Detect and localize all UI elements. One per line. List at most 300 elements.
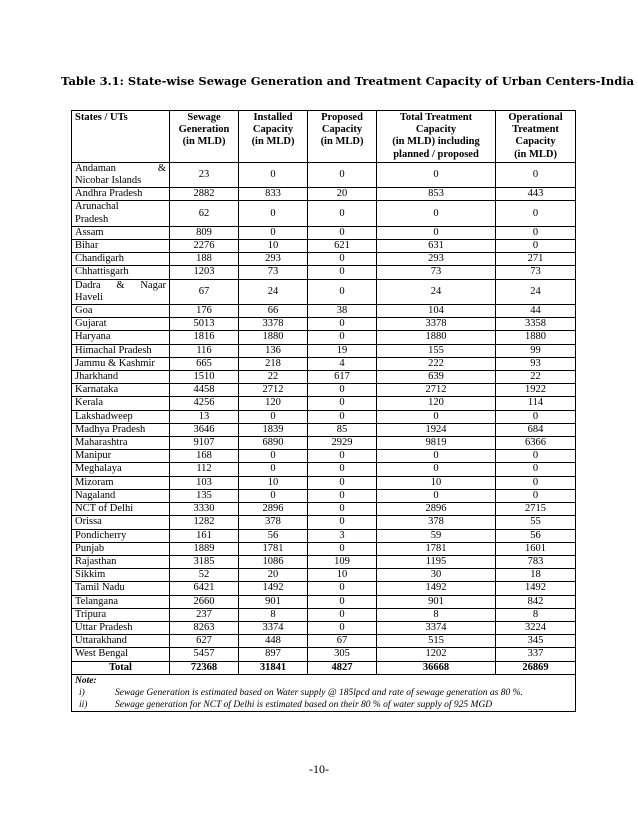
cell-operational: 345: [496, 635, 576, 648]
cell-sewage: 237: [170, 608, 239, 621]
cell-total: 155: [377, 344, 496, 357]
cell-total: 10: [377, 476, 496, 489]
cell-total: 1195: [377, 555, 496, 568]
state-name: [72, 529, 170, 542]
state-name-line: Tamil Nadu: [75, 582, 125, 594]
state-name: [72, 463, 170, 476]
state-name: [72, 344, 170, 357]
cell-operational: 3358: [496, 318, 576, 331]
cell-total: 853: [377, 188, 496, 201]
cell-proposed: 621: [308, 240, 377, 253]
cell-proposed: 0: [308, 253, 377, 266]
header-line: Capacity: [415, 124, 457, 136]
state-name-line: Madhya Pradesh: [75, 423, 146, 435]
cell-proposed: 0: [308, 331, 377, 344]
cell-operational: 0: [496, 476, 576, 489]
cell-total: 0: [377, 410, 496, 423]
state-name: [72, 555, 170, 568]
total-label: Total: [72, 661, 170, 674]
cell-proposed: 0: [308, 516, 377, 529]
table-row: [72, 410, 576, 423]
cell-total: 639: [377, 371, 496, 384]
cell-proposed: 85: [308, 423, 377, 436]
state-name: [72, 371, 170, 384]
table-row: [72, 635, 576, 648]
state-name: [72, 331, 170, 344]
cell-installed: 10: [239, 476, 308, 489]
state-name-line: Pondicherry: [75, 529, 127, 541]
header-states: States / UTs: [72, 111, 170, 163]
cell-operational: 443: [496, 188, 576, 201]
cell-total: 120: [377, 397, 496, 410]
cell-sewage: 1203: [170, 266, 239, 279]
cell-proposed: 20: [308, 188, 377, 201]
cell-proposed: 38: [308, 305, 377, 318]
cell-installed: 0: [239, 226, 308, 239]
state-name-line: Goa: [75, 305, 93, 317]
state-name-line: Lakshadweep: [75, 410, 133, 422]
state-name-line: Pradesh: [75, 213, 109, 225]
state-name: [72, 569, 170, 582]
cell-operational: 1492: [496, 582, 576, 595]
notes-cell: [72, 674, 576, 711]
table-row: [72, 357, 576, 370]
state-name-line: Andhra Pradesh: [75, 188, 143, 200]
cell-installed: 0: [239, 450, 308, 463]
cell-total: 30: [377, 569, 496, 582]
header-line: (in MLD): [514, 148, 557, 160]
state-name-line: West Bengal: [75, 648, 129, 660]
cell-total: 293: [377, 253, 496, 266]
state-name: [72, 489, 170, 502]
state-name: [72, 226, 170, 239]
cell-total: 222: [377, 357, 496, 370]
cell-operational: 55: [496, 516, 576, 529]
sewage-capacity-table: [71, 110, 576, 712]
cell-proposed: 2929: [308, 437, 377, 450]
cell-total: 1880: [377, 331, 496, 344]
cell-total: 0: [377, 162, 496, 187]
state-name: [72, 450, 170, 463]
cell-sewage: 3646: [170, 423, 239, 436]
cell-operational: 2715: [496, 503, 576, 516]
cell-proposed: 10: [308, 569, 377, 582]
state-name-line: Bihar: [75, 240, 99, 252]
cell-proposed: 0: [308, 384, 377, 397]
table-row: [72, 162, 576, 187]
cell-installed: 3374: [239, 621, 308, 634]
cell-installed: 448: [239, 635, 308, 648]
cell-proposed: 0: [308, 410, 377, 423]
note-number: i): [79, 687, 85, 698]
cell-sewage: 665: [170, 357, 239, 370]
cell-sewage: 4256: [170, 397, 239, 410]
table-row: [72, 516, 576, 529]
cell-installed: 293: [239, 253, 308, 266]
state-name: [72, 648, 170, 661]
cell-total: 1924: [377, 423, 496, 436]
state-name: [72, 357, 170, 370]
cell-installed: 136: [239, 344, 308, 357]
notes-title: Note:: [75, 675, 97, 686]
table-row: [72, 279, 576, 304]
cell-operational: 3224: [496, 621, 576, 634]
cell-installed: 22: [239, 371, 308, 384]
cell-total: 378: [377, 516, 496, 529]
header-line: Total Treatment: [399, 112, 473, 123]
state-name: [72, 266, 170, 279]
cell-total: 0: [377, 489, 496, 502]
cell-operational: 73: [496, 266, 576, 279]
state-name: [72, 253, 170, 266]
state-name-line: Jammu & Kashmir: [75, 357, 155, 369]
cell-sewage: 135: [170, 489, 239, 502]
cell-sewage: 13: [170, 410, 239, 423]
cell-sewage: 1889: [170, 542, 239, 555]
state-name: [72, 476, 170, 489]
cell-operational: 1922: [496, 384, 576, 397]
table-title: Table 3.1: State-wise Sewage Generation and Treatment Capacity of Urban Centers-India: [61, 74, 635, 88]
note-item: [75, 699, 572, 711]
state-name-line: Nicobar Islands: [75, 175, 142, 187]
cell-operational: 0: [496, 201, 576, 226]
header-line: Sewage: [187, 112, 221, 123]
cell-installed: 1492: [239, 582, 308, 595]
state-name-line: Punjab: [75, 542, 105, 554]
table-row: [72, 648, 576, 661]
note-text: Sewage generation for NCT of Delhi is estimated based on their 80 % of water supply of 925 MGD: [115, 699, 493, 710]
table-row: [72, 489, 576, 502]
cell-sewage: 67: [170, 279, 239, 304]
state-name: [72, 201, 170, 226]
table-row: [72, 582, 576, 595]
table-row: [72, 423, 576, 436]
cell-proposed: 0: [308, 266, 377, 279]
cell-installed: 73: [239, 266, 308, 279]
state-name-line: Assam: [75, 226, 104, 238]
cell-installed: 56: [239, 529, 308, 542]
cell-installed: 20: [239, 569, 308, 582]
cell-sewage: 1282: [170, 516, 239, 529]
table-body: [72, 162, 576, 661]
state-name: [72, 516, 170, 529]
cell-installed: 10: [239, 240, 308, 253]
table-row: [72, 371, 576, 384]
state-name-line: Andaman &: [75, 162, 166, 174]
cell-sewage: 627: [170, 635, 239, 648]
total-operational: 26869: [496, 661, 576, 674]
state-name: [72, 188, 170, 201]
cell-proposed: 0: [308, 318, 377, 331]
state-name: [72, 503, 170, 516]
cell-installed: 0: [239, 463, 308, 476]
note-text: Sewage Generation is estimated based on Water supply @ 185lpcd and rate of sewage generation as 80 %.: [115, 687, 523, 698]
cell-total: 59: [377, 529, 496, 542]
state-name-line: Meghalaya: [75, 463, 122, 475]
cell-sewage: 8263: [170, 621, 239, 634]
cell-proposed: 67: [308, 635, 377, 648]
table-row: [72, 542, 576, 555]
cell-sewage: 52: [170, 569, 239, 582]
table-row: [72, 344, 576, 357]
cell-proposed: 0: [308, 397, 377, 410]
cell-operational: 6366: [496, 437, 576, 450]
table-row: [72, 608, 576, 621]
cell-operational: 114: [496, 397, 576, 410]
table-row: [72, 226, 576, 239]
cell-proposed: 0: [308, 595, 377, 608]
cell-sewage: 103: [170, 476, 239, 489]
cell-sewage: 3330: [170, 503, 239, 516]
cell-sewage: 5013: [170, 318, 239, 331]
cell-operational: 337: [496, 648, 576, 661]
table-row: [72, 397, 576, 410]
state-name: [72, 240, 170, 253]
cell-operational: 44: [496, 305, 576, 318]
table-row: [72, 437, 576, 450]
cell-installed: 378: [239, 516, 308, 529]
cell-total: 1202: [377, 648, 496, 661]
header-line: Operational: [508, 112, 563, 123]
table-row: [72, 595, 576, 608]
state-name: [72, 410, 170, 423]
table-row: [72, 450, 576, 463]
note-item: [75, 687, 572, 699]
cell-proposed: 0: [308, 542, 377, 555]
header-line: Proposed: [321, 112, 363, 123]
state-name-line: Manipur: [75, 450, 112, 462]
cell-total: 515: [377, 635, 496, 648]
header-line: planned / proposed: [393, 148, 479, 160]
header-sewage-generation: [170, 111, 239, 163]
total-row: [72, 661, 576, 674]
cell-proposed: 0: [308, 582, 377, 595]
cell-total: 24: [377, 279, 496, 304]
cell-installed: 833: [239, 188, 308, 201]
header-line: (in MLD): [320, 136, 364, 148]
cell-operational: 271: [496, 253, 576, 266]
total-sewage: 72368: [170, 661, 239, 674]
table-row: [72, 253, 576, 266]
header-proposed-capacity: [308, 111, 377, 163]
header-line: Capacity: [515, 136, 556, 148]
cell-operational: 783: [496, 555, 576, 568]
header-line: Treatment: [512, 124, 559, 136]
cell-sewage: 176: [170, 305, 239, 318]
header-line: Generation: [178, 124, 230, 136]
table-row: [72, 569, 576, 582]
table-row: [72, 240, 576, 253]
cell-proposed: 19: [308, 344, 377, 357]
cell-proposed: 0: [308, 463, 377, 476]
cell-total: 0: [377, 463, 496, 476]
cell-proposed: 4: [308, 357, 377, 370]
state-name: [72, 595, 170, 608]
cell-installed: 1781: [239, 542, 308, 555]
cell-sewage: 168: [170, 450, 239, 463]
state-name-line: NCT of Delhi: [75, 503, 134, 515]
cell-operational: 0: [496, 226, 576, 239]
cell-proposed: 0: [308, 503, 377, 516]
cell-operational: 684: [496, 423, 576, 436]
cell-installed: 120: [239, 397, 308, 410]
cell-proposed: 617: [308, 371, 377, 384]
table-row: [72, 384, 576, 397]
cell-sewage: 2276: [170, 240, 239, 253]
cell-operational: 56: [496, 529, 576, 542]
cell-total: 631: [377, 240, 496, 253]
header-installed-capacity: [239, 111, 308, 163]
state-name-line: Karnataka: [75, 384, 119, 396]
table-row: [72, 188, 576, 201]
header-line: (in MLD): [182, 136, 226, 148]
cell-sewage: 3185: [170, 555, 239, 568]
cell-sewage: 6421: [170, 582, 239, 595]
state-name-line: Jharkhand: [75, 371, 119, 383]
header-line: (in MLD): [251, 136, 295, 148]
cell-installed: 6890: [239, 437, 308, 450]
state-name: [72, 423, 170, 436]
cell-installed: 8: [239, 608, 308, 621]
state-name-line: Dadra & Nagar: [75, 279, 166, 291]
header-line: Installed: [253, 112, 293, 123]
cell-sewage: 62: [170, 201, 239, 226]
table-row: [72, 463, 576, 476]
state-name: [72, 397, 170, 410]
cell-proposed: 0: [308, 279, 377, 304]
cell-operational: 0: [496, 450, 576, 463]
cell-operational: 0: [496, 410, 576, 423]
cell-installed: 0: [239, 489, 308, 502]
state-name-line: Chhattisgarh: [75, 266, 129, 278]
cell-proposed: 0: [308, 621, 377, 634]
cell-sewage: 188: [170, 253, 239, 266]
state-name-line: Maharashtra: [75, 437, 128, 449]
table-row: [72, 305, 576, 318]
cell-total: 1781: [377, 542, 496, 555]
cell-operational: 1601: [496, 542, 576, 555]
state-name: [72, 318, 170, 331]
cell-proposed: 3: [308, 529, 377, 542]
cell-total: 9819: [377, 437, 496, 450]
cell-proposed: 109: [308, 555, 377, 568]
cell-proposed: 0: [308, 476, 377, 489]
table-row: [72, 266, 576, 279]
cell-installed: 897: [239, 648, 308, 661]
cell-sewage: 4458: [170, 384, 239, 397]
cell-installed: 3378: [239, 318, 308, 331]
header-line: Capacity: [321, 124, 363, 136]
cell-proposed: 305: [308, 648, 377, 661]
cell-sewage: 1816: [170, 331, 239, 344]
cell-total: 3374: [377, 621, 496, 634]
cell-total: 2896: [377, 503, 496, 516]
cell-installed: 66: [239, 305, 308, 318]
state-name: [72, 542, 170, 555]
table-row: [72, 555, 576, 568]
state-name-line: Rajasthan: [75, 555, 117, 567]
cell-installed: 218: [239, 357, 308, 370]
cell-total: 0: [377, 201, 496, 226]
state-name-line: Telangana: [75, 595, 118, 607]
cell-operational: 1880: [496, 331, 576, 344]
state-name: [72, 279, 170, 304]
cell-proposed: 0: [308, 226, 377, 239]
total-installed: 31841: [239, 661, 308, 674]
state-name-line: Gujarat: [75, 318, 107, 330]
cell-proposed: 0: [308, 489, 377, 502]
table-row: [72, 318, 576, 331]
page-number: -10-: [309, 762, 329, 776]
header-operational-capacity: [496, 111, 576, 163]
cell-total: 0: [377, 226, 496, 239]
cell-operational: 842: [496, 595, 576, 608]
total-treatment: 36668: [377, 661, 496, 674]
cell-total: 901: [377, 595, 496, 608]
cell-installed: 1880: [239, 331, 308, 344]
table-row: [72, 621, 576, 634]
cell-installed: 0: [239, 162, 308, 187]
cell-total: 73: [377, 266, 496, 279]
state-name-line: Himachal Pradesh: [75, 344, 152, 356]
cell-sewage: 2660: [170, 595, 239, 608]
notes-row: [72, 674, 576, 711]
cell-installed: 1086: [239, 555, 308, 568]
state-name-line: Uttarakhand: [75, 635, 127, 647]
state-name-line: Haryana: [75, 331, 111, 343]
header-row: [72, 111, 576, 163]
state-name-line: Arunachal: [75, 201, 119, 213]
cell-proposed: 0: [308, 201, 377, 226]
state-name-line: Nagaland: [75, 489, 116, 501]
cell-proposed: 0: [308, 450, 377, 463]
table-row: [72, 503, 576, 516]
cell-total: 0: [377, 450, 496, 463]
table-row: [72, 529, 576, 542]
cell-installed: 0: [239, 201, 308, 226]
cell-operational: 18: [496, 569, 576, 582]
cell-installed: 0: [239, 410, 308, 423]
table-row: [72, 331, 576, 344]
state-name: [72, 582, 170, 595]
state-name: [72, 608, 170, 621]
state-name-line: Tripura: [75, 608, 107, 620]
cell-operational: 99: [496, 344, 576, 357]
cell-sewage: 9107: [170, 437, 239, 450]
cell-operational: 22: [496, 371, 576, 384]
state-name-line: Mizoram: [75, 476, 114, 488]
cell-sewage: 161: [170, 529, 239, 542]
cell-installed: 901: [239, 595, 308, 608]
cell-operational: 0: [496, 162, 576, 187]
state-name-line: Sikkim: [75, 569, 106, 581]
cell-total: 8: [377, 608, 496, 621]
state-name-line: Kerala: [75, 397, 103, 409]
state-name-line: Haveli: [75, 291, 103, 303]
cell-installed: 2712: [239, 384, 308, 397]
cell-operational: 0: [496, 240, 576, 253]
state-name: [72, 162, 170, 187]
cell-proposed: 0: [308, 162, 377, 187]
cell-total: 3378: [377, 318, 496, 331]
state-name-line: Orissa: [75, 516, 102, 528]
cell-total: 1492: [377, 582, 496, 595]
state-name: [72, 437, 170, 450]
header-line: (in MLD) including: [392, 136, 480, 148]
note-number: ii): [79, 699, 88, 710]
cell-installed: 2896: [239, 503, 308, 516]
state-name: [72, 621, 170, 634]
